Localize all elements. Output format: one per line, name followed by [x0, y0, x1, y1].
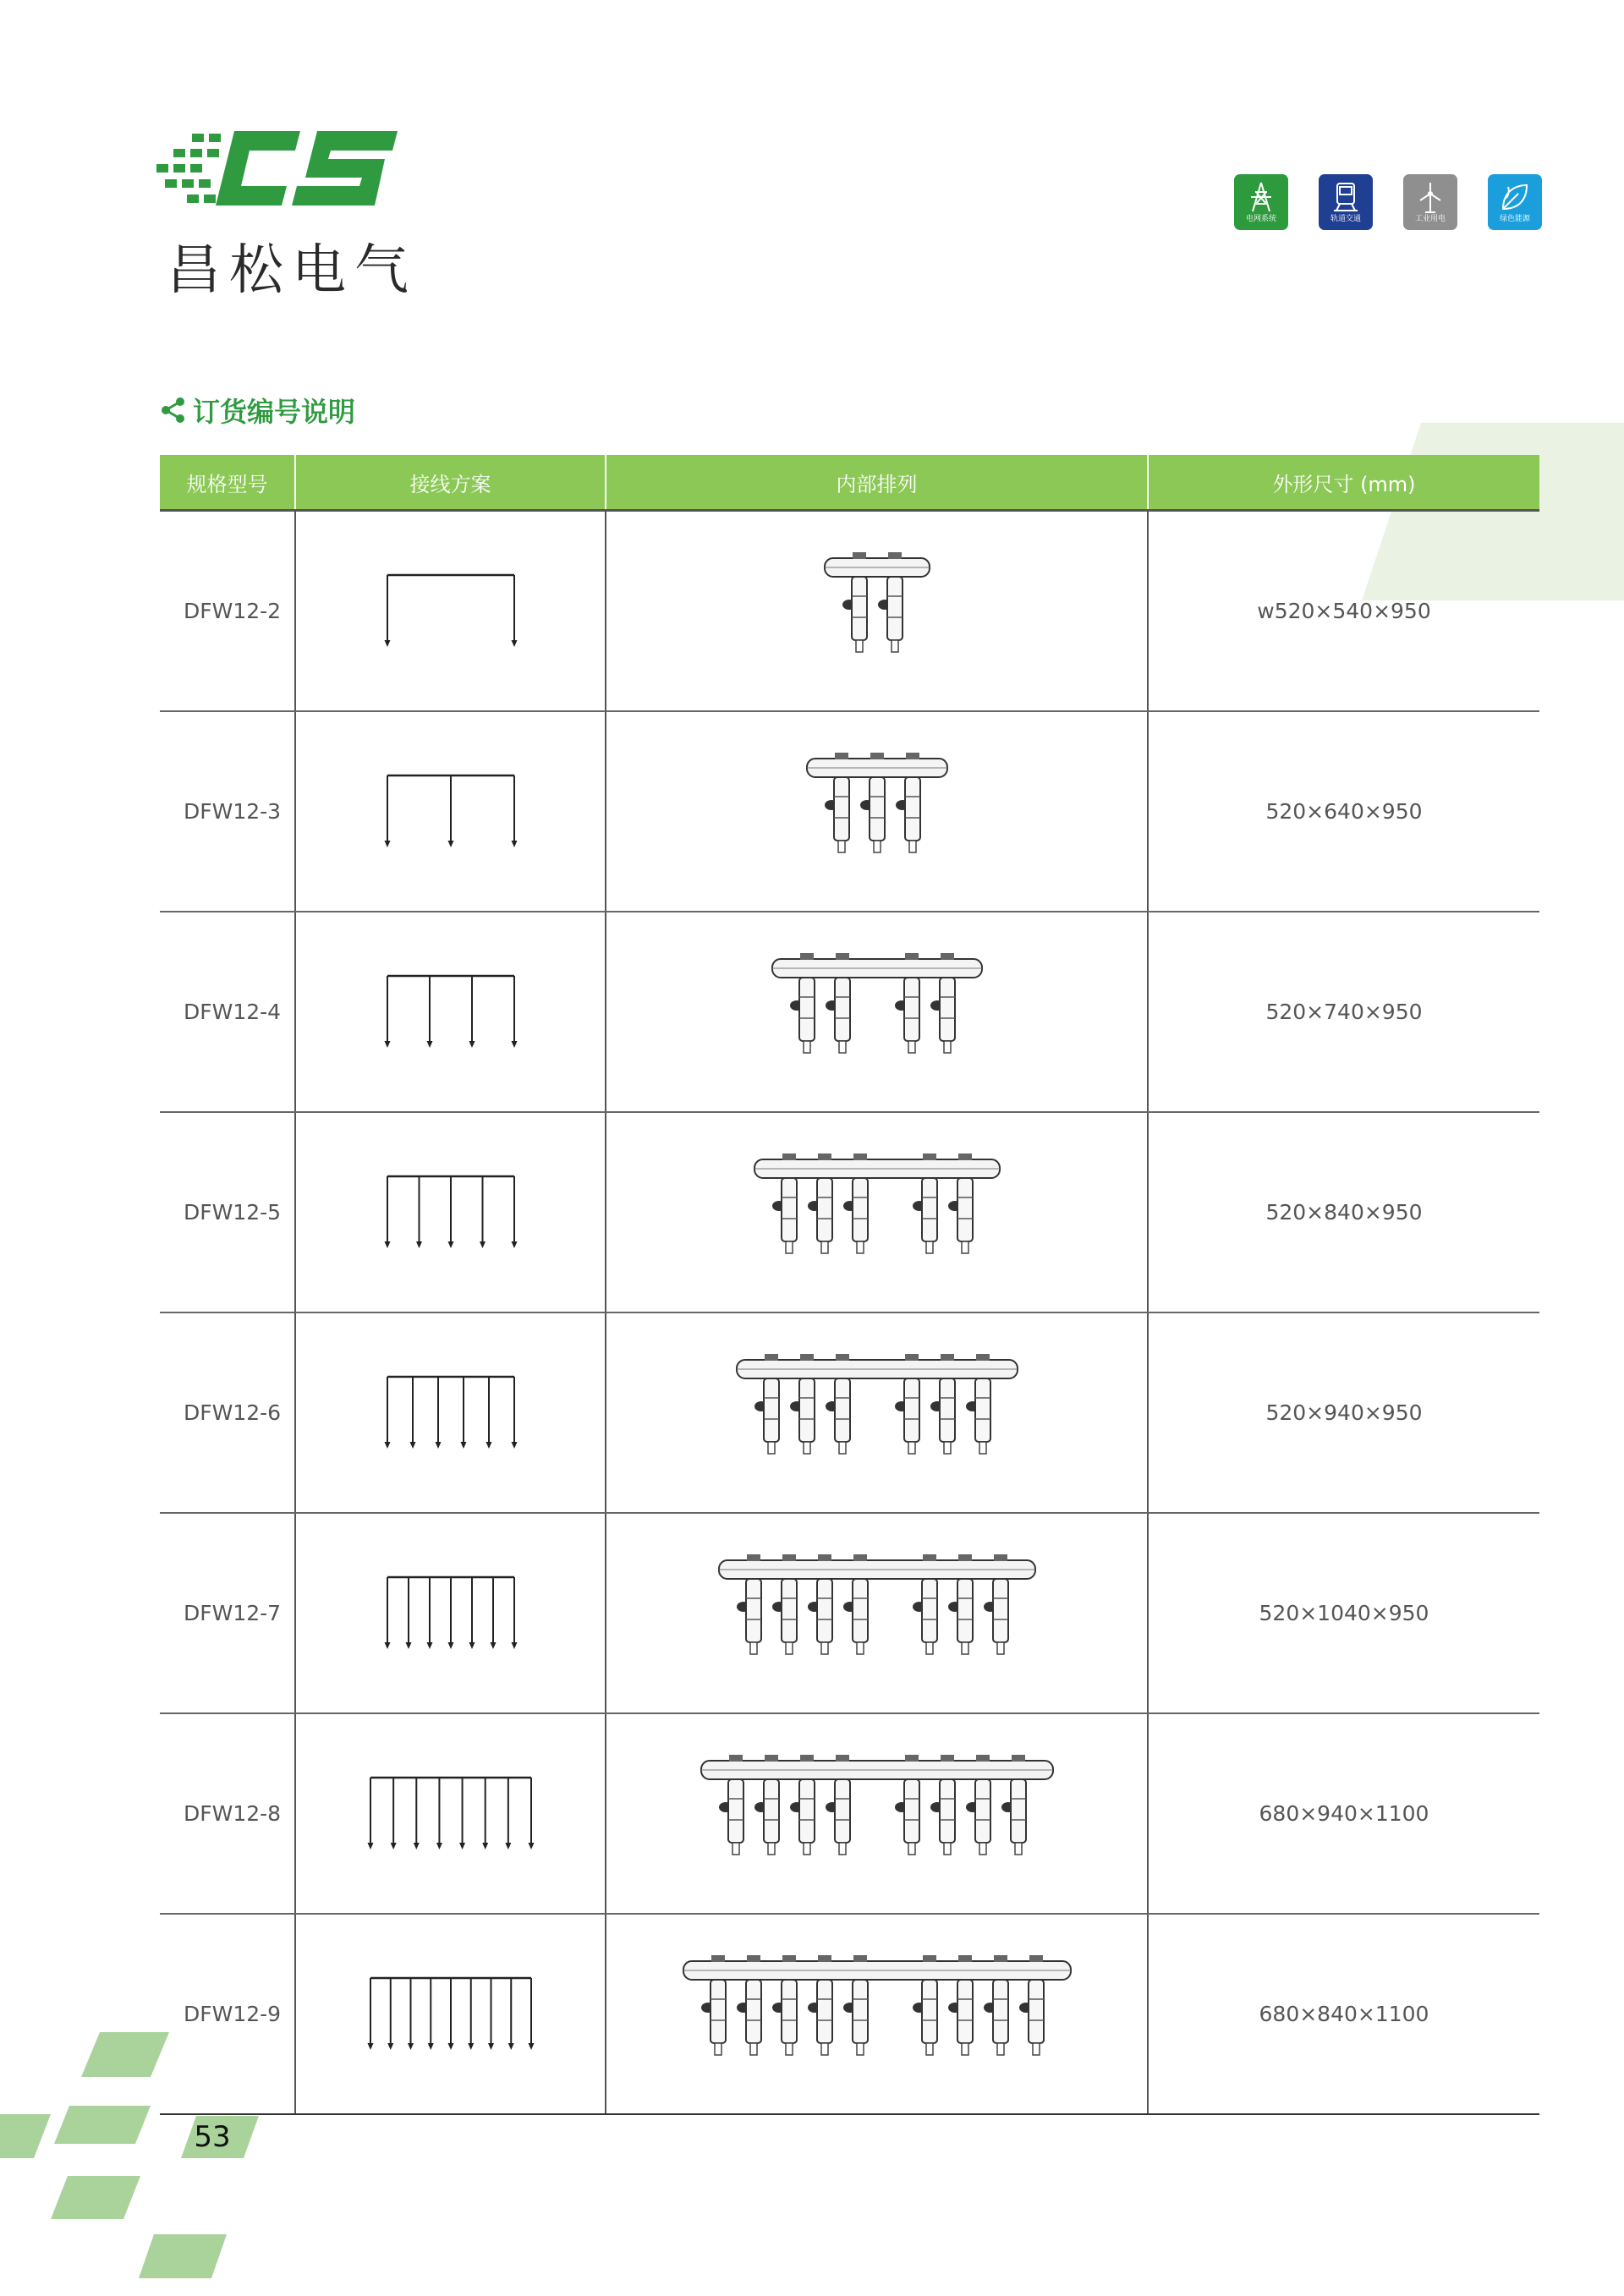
wiring-diagram [366, 1564, 535, 1658]
wiring-diagram [366, 1164, 535, 1257]
arrangement-cell [606, 1713, 1148, 1914]
table-header-row [160, 455, 1539, 511]
wiring-diagram [366, 963, 535, 1056]
arrangement-cell [606, 511, 1148, 712]
model-cell: DFW12-3 [160, 711, 295, 912]
internal-arrangement-drawing [683, 1940, 1072, 2084]
brand-name: 昌松电气 [167, 239, 417, 302]
internal-arrangement-drawing [683, 737, 1072, 881]
arrangement-cell [606, 711, 1148, 912]
wiring-diagram [366, 763, 535, 856]
arrangement-cell [606, 912, 1148, 1112]
internal-arrangement-drawing [683, 537, 1072, 681]
model-cell: DFW12-8 [160, 1713, 295, 1914]
dimension-cell: 680×840×1100 [1148, 1914, 1539, 2114]
page-number: 53 [178, 2116, 262, 2158]
table-row [160, 1513, 1539, 1713]
dimension-cell: 680×940×1100 [1148, 1713, 1539, 1914]
application-badges [1234, 174, 1542, 230]
header-dimensions: 外形尺寸 (mm) [1148, 455, 1539, 511]
dimension-cell: 520×940×950 [1148, 1312, 1539, 1513]
share-icon [159, 396, 188, 425]
wiring-cell [295, 1112, 606, 1312]
train-icon [1329, 180, 1363, 214]
table-row [160, 1312, 1539, 1513]
table-row [160, 1112, 1539, 1312]
wiring-cell [295, 1914, 606, 2114]
arrangement-cell [606, 1914, 1148, 2114]
cs-logo-mark [156, 127, 402, 220]
dimension-cell: 520×840×950 [1148, 1112, 1539, 1312]
arrangement-cell [606, 1513, 1148, 1713]
dimension-cell: 520×740×950 [1148, 912, 1539, 1112]
model-cell: DFW12-7 [160, 1513, 295, 1713]
badge-industry: 工业用电 [1403, 174, 1457, 230]
model-cell: DFW12-9 [160, 1914, 295, 2114]
wiring-diagram [366, 562, 535, 655]
dimension-cell: w520×540×950 [1148, 511, 1539, 712]
internal-arrangement-drawing [683, 1138, 1072, 1282]
table-row [160, 1713, 1539, 1914]
badge-grid: 电网系统 [1234, 174, 1288, 230]
wiring-diagram [366, 1965, 535, 2058]
wiring-cell [295, 1713, 606, 1914]
header-model: 规格型号 [160, 455, 295, 511]
power-tower-icon [1244, 180, 1278, 214]
arrangement-cell [606, 1112, 1148, 1312]
header-internal-arrangement: 内部排列 [606, 455, 1148, 511]
brand-logo [156, 127, 417, 302]
wiring-diagram [366, 1364, 535, 1457]
badge-rail: 轨道交通 [1319, 174, 1373, 230]
table-row [160, 1914, 1539, 2114]
table-row [160, 511, 1539, 712]
section-title-text: 订货编号说明 [193, 396, 356, 428]
leaf-icon [1498, 180, 1532, 214]
wiring-cell [295, 511, 606, 712]
dimension-cell: 520×1040×950 [1148, 1513, 1539, 1713]
model-cell: DFW12-5 [160, 1112, 295, 1312]
internal-arrangement-drawing [683, 1539, 1072, 1683]
table-row [160, 912, 1539, 1112]
model-cell: DFW12-6 [160, 1312, 295, 1513]
wiring-cell [295, 1513, 606, 1713]
wiring-diagram [366, 1765, 535, 1858]
badge-green-energy: 绿色能源 [1488, 174, 1542, 230]
dimension-cell: 520×640×950 [1148, 711, 1539, 912]
order-code-table [160, 455, 1539, 2115]
header-wiring-scheme: 接线方案 [295, 455, 606, 511]
model-cell: DFW12-2 [160, 511, 295, 712]
wiring-cell [295, 912, 606, 1112]
section-title [159, 391, 355, 430]
wiring-cell [295, 1312, 606, 1513]
wiring-cell [295, 711, 606, 912]
internal-arrangement-drawing [683, 1740, 1072, 1883]
wind-turbine-icon [1413, 180, 1447, 214]
internal-arrangement-drawing [683, 938, 1072, 1082]
arrangement-cell [606, 1312, 1148, 1513]
model-cell: DFW12-4 [160, 912, 295, 1112]
table-row [160, 711, 1539, 912]
internal-arrangement-drawing [683, 1339, 1072, 1482]
